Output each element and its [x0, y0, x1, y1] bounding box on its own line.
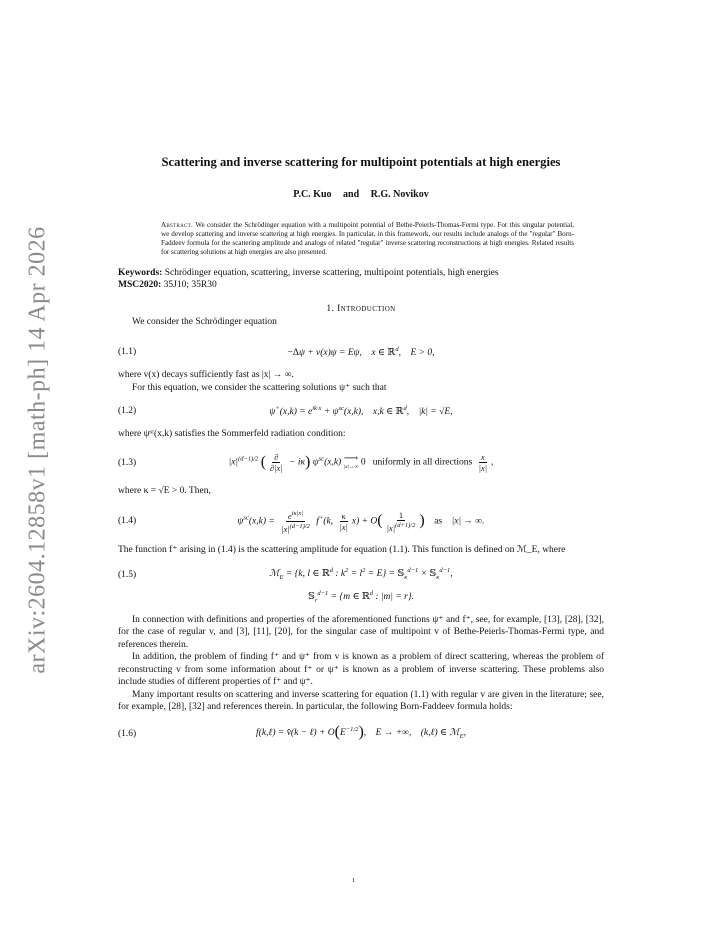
paragraph-8: Many important results on scattering and inverse scattering for equation (1.1) with regular v are given in the literature; see, for example, [28], [32] and references therein. In particular, the following Born-Faddeev formula holds: — [118, 689, 604, 713]
msc-text: 35J10; 35R30 — [163, 280, 217, 291]
equation-number: (1.2) — [118, 405, 137, 416]
keywords-label: Keywords: — [118, 268, 163, 279]
equation-body: f(k,ℓ) = v̂(k − ℓ) + $O(E^{-1/2})$, E → +∞, (k,ℓ) ∈ ℳ$_E$, — [256, 723, 466, 741]
equation-body: $\psi^+(x,k) = e^{ik\cdot x} + \psi^{sc}(x,k)$, x,k ∈ ℝ$^d$, |k| = √E, — [269, 405, 453, 418]
author-1: P.C. Kuo — [293, 188, 332, 200]
equation-body: −Δψ + v(x)ψ = Eψ, x ∈ ℝ$^d$, E > 0, — [287, 346, 435, 359]
equation-text: uniformly in all directions — [372, 457, 473, 468]
page-number: 1 — [352, 877, 356, 884]
equation-body: $\psi^{sc}(x,k)$ = $\frac{e^{i\kappa|x|}}{|x|^{(d-1)/2}}$ f+(k, $\frac{\kappa}{|x|}$ x) + O( $\frac{1}{|x|^{(d+1)/2}}$ ) as |x| → ∞. — [237, 509, 485, 534]
paragraph-3: where ψˢᶜ(x,k) satisfies the Sommerfeld radiation condition: — [118, 428, 346, 439]
paragraph-1: We consider the Schrödinger equation — [132, 316, 277, 327]
arxiv-identifier-sidebar — [8, 226, 68, 674]
equation-1-4 — [118, 509, 604, 534]
paragraph-2a: where v(x) decays sufficiently fast as |x| → ∞. — [118, 370, 294, 381]
equation-number: (1.1) — [118, 346, 137, 357]
equation-body: $|x|^{(d-1)/2}$ ( $\frac{\partial}{\partial|x|}$ − iκ) $\psi^{sc}(x,k)$ ⟶ |x|→∞ 0 uniformly in all directions $\frac{x}{|x|}$ , — [228, 452, 494, 474]
arxiv-identifier: arXiv:2604.12858v1 [math-ph] 14 Apr 2026 — [24, 226, 51, 674]
equation-text: as — [434, 516, 443, 527]
paragraph-6: In connection with definitions and properties of the aforementioned functions ψ⁺ and f⁺, see, for example, [13], [28], [32], for the case of regular v, and [3], [11], [20], for the singular case of multipoint v of Bethe-Peierls-Thomas-Fermi type, and references therein. — [118, 614, 604, 650]
paper-title: Scattering and inverse scattering for multipoint potentials at high energies — [161, 155, 561, 169]
equation-body: 𝕊$_r^{d-1}$ = {m ∈ ℝ$^d$ : |m| = r}. — [307, 590, 415, 605]
author-line — [118, 189, 604, 202]
equation-1-6 — [118, 724, 604, 744]
paragraph-4: where κ = √E > 0. Then, — [118, 486, 211, 497]
equation-body: ℳ$_E$ = {k, l ∈ ℝ$^d$ : $k^2 = l^2 = E$} = 𝕊$_\kappa^{d-1}$ × 𝕊$_\kappa^{d-1}$, — [269, 566, 453, 581]
equation-1-2 — [118, 403, 604, 419]
keywords-block — [118, 267, 604, 291]
equation-1-5b — [118, 588, 604, 608]
equation-number: (1.5) — [118, 569, 137, 580]
paragraph-2b: For this equation, we consider the scattering solutions ψ⁺ such that — [132, 382, 387, 393]
equation-1-5 — [118, 565, 604, 585]
equation-number: (1.4) — [118, 515, 137, 526]
keywords-text: Schrödinger equation, scattering, inverse scattering, multipoint potentials, high energies — [164, 268, 499, 279]
equation-number: (1.3) — [118, 457, 137, 468]
equation-number: (1.6) — [118, 728, 137, 739]
author-2: R.G. Novikov — [370, 188, 429, 200]
abstract-label: Abstract. — [161, 221, 194, 229]
equation-1-3 — [118, 452, 604, 473]
author-conjunction: and — [343, 188, 360, 200]
abstract-text: We consider the Schrödinger equation with a multipoint potential of Bethe-Peierls-Thomas-Fermi type. For this singular potential, we develop scattering and inverse scattering at high energies. In particular, in this framework, our results include analogs of the "regular" Born-Faddeev formula for the scattering amplitude and analogs of related "regular" inverse scattering reconstructions at high energies. Related results for scattering solutions at high energies are also presented. — [161, 221, 574, 257]
paragraph-5: The function f⁺ arising in (1.4) is the scattering amplitude for equation (1.1). This function is defined on ℳ_E, where — [118, 545, 566, 556]
section-heading: 1. Introduction — [326, 304, 396, 315]
paragraph-7: In addition, the problem of finding f⁺ and ψ⁺ from v is known as a problem of direct scattering, whereas the problem of reconstructing v from some information about f⁺ or ψ⁺ is known as a problem of inverse scattering. These problems also include studies of different properties of f⁺ and ψ⁺. — [118, 652, 604, 688]
msc-label: MSC2020: — [118, 280, 162, 291]
equation-1-1 — [118, 344, 604, 360]
abstract — [161, 221, 574, 257]
paper-page — [118, 150, 604, 752]
